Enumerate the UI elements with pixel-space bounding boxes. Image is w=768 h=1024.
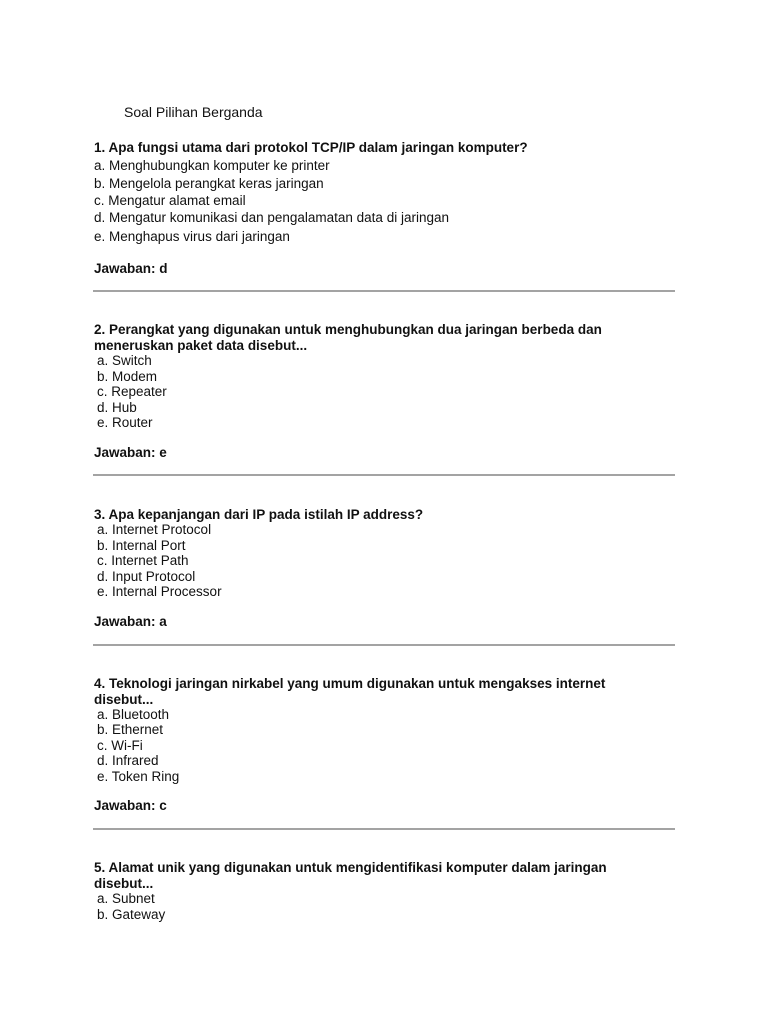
question-2-option-a: a. Switch <box>97 353 152 368</box>
question-2-option-d: d. Hub <box>97 400 137 415</box>
question-1-text: 1. Apa fungsi utama dari protokol TCP/IP dalam jaringan komputer? <box>94 140 528 155</box>
question-2-option-e: e. Router <box>97 415 153 430</box>
divider <box>93 290 675 292</box>
question-4-option-a: a. Bluetooth <box>97 707 170 722</box>
question-1-option-e: e. Menghapus virus dari jaringan <box>94 229 290 244</box>
page-title: Soal Pilihan Berganda <box>124 104 263 120</box>
divider <box>93 474 675 476</box>
question-4-option-e: e. Token Ring <box>97 769 180 784</box>
question-3-answer: Jawaban: a <box>94 614 167 629</box>
question-2-option-c: c. Repeater <box>97 384 167 399</box>
question-3-option-d: d. Input Protocol <box>97 569 196 584</box>
divider <box>93 644 675 646</box>
question-1-option-a: a. Menghubungkan komputer ke printer <box>94 158 330 173</box>
question-4-text-line-2: disebut... <box>94 692 154 707</box>
question-5-option-a: a. Subnet <box>97 891 155 906</box>
question-1-answer: Jawaban: d <box>94 261 168 276</box>
question-2-text-line-2: meneruskan paket data disebut... <box>94 338 308 353</box>
question-3-text: 3. Apa kepanjangan dari IP pada istilah IP address? <box>94 507 424 522</box>
question-1-option-d: d. Mengatur komunikasi dan pengalamatan data di jaringan <box>94 210 449 225</box>
question-5-text-line-1: 5. Alamat unik yang digunakan untuk mengidentifikasi komputer dalam jaringan <box>94 860 607 875</box>
question-4-answer: Jawaban: c <box>94 798 167 813</box>
question-3-option-c: c. Internet Path <box>97 553 189 568</box>
question-4-text-line-1: 4. Teknologi jaringan nirkabel yang umum digunakan untuk mengakses internet <box>94 676 606 691</box>
question-3-option-e: e. Internal Processor <box>97 584 222 599</box>
question-4-option-d: d. Infrared <box>97 753 159 768</box>
question-3-option-b: b. Internal Port <box>97 538 186 553</box>
question-5-option-b: b. Gateway <box>97 907 166 922</box>
question-2-option-b: b. Modem <box>97 369 158 384</box>
question-4-option-b: b. Ethernet <box>97 722 164 737</box>
question-3-option-a: a. Internet Protocol <box>97 522 212 537</box>
question-4-option-c: c. Wi-Fi <box>97 738 143 753</box>
question-2-text-line-1: 2. Perangkat yang digunakan untuk menghubungkan dua jaringan berbeda dan <box>94 322 602 337</box>
question-2-answer: Jawaban: e <box>94 445 167 460</box>
divider <box>93 828 675 830</box>
question-1-option-b: b. Mengelola perangkat keras jaringan <box>94 176 324 191</box>
question-1-option-c: c. Mengatur alamat email <box>94 193 246 208</box>
question-5-text-line-2: disebut... <box>94 876 154 891</box>
